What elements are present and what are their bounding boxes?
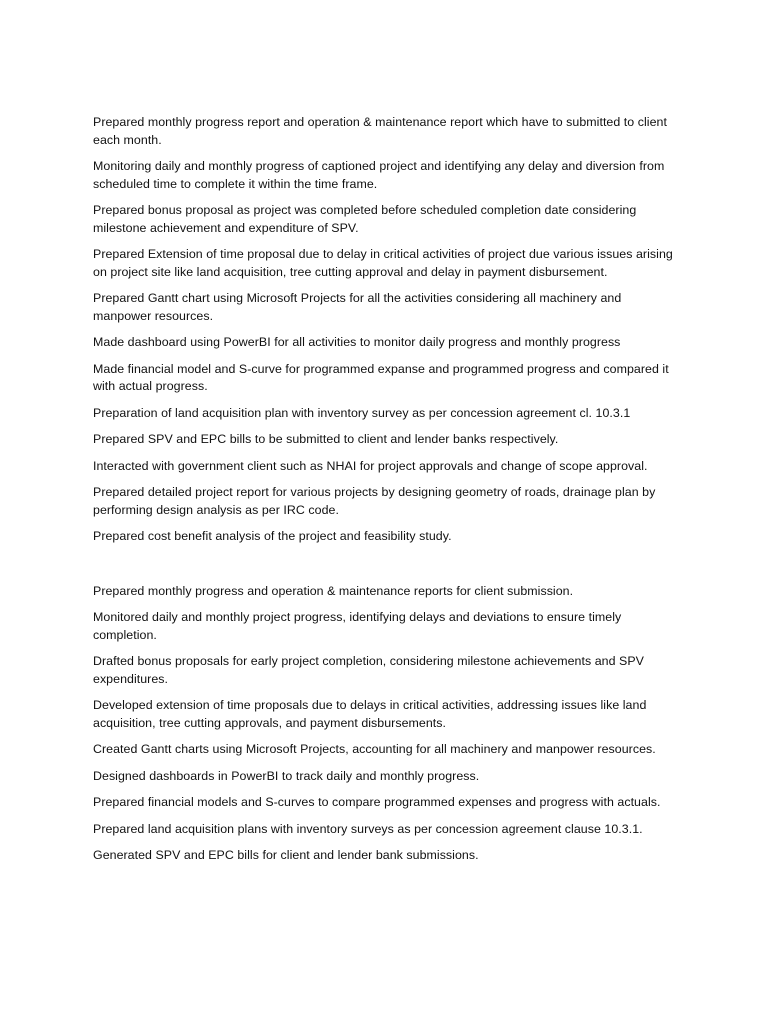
paragraph: Prepared Extension of time proposal due to delay in critical activities of project due various issues arising on project site like land acquisition, tree cutting approval and delay in payment disbursement. xyxy=(93,247,673,279)
paragraph: Prepared Gantt chart using Microsoft Projects for all the activities considering all machinery and manpower resources. xyxy=(93,291,622,323)
paragraph: Prepared cost benefit analysis of the project and feasibility study. xyxy=(93,529,452,543)
document-body xyxy=(93,114,683,874)
paragraph: Generated SPV and EPC bills for client and lender bank submissions. xyxy=(93,848,479,862)
paragraph: Designed dashboards in PowerBI to track daily and monthly progress. xyxy=(93,768,480,783)
paragraph: Monitoring daily and monthly progress of captioned project and identifying any delay and diversion from scheduled time to complete it within the time frame. xyxy=(93,159,665,191)
paragraph: Prepared financial models and S-curves to compare programmed expenses and progress with actuals. xyxy=(93,795,661,809)
paragraph: Made financial model and S-curve for programmed expanse and programmed progress and compared it with actual progress. xyxy=(93,361,669,393)
paragraph: Interacted with government client such as NHAI for project approvals and change of scope approval. xyxy=(93,458,648,473)
paragraph: Prepared bonus proposal as project was completed before scheduled completion date considering milestone achievement and expenditure of SPV. xyxy=(93,203,637,235)
paragraph: Created Gantt charts using Microsoft Projects, accounting for all machinery and manpower resources. xyxy=(93,742,656,756)
paragraph: Prepared detailed project report for various projects by designing geometry of roads, drainage plan by performing design analysis as per IRC code. xyxy=(93,485,656,517)
paragraph: Monitored daily and monthly project progress, identifying delays and deviations to ensure timely completion. xyxy=(93,610,622,642)
paragraph: Made dashboard using PowerBI for all activities to monitor daily progress and monthly progress xyxy=(93,335,621,349)
paragraph: Prepared land acquisition plans with inventory surveys as per concession agreement clause 10.3.1. xyxy=(93,821,643,836)
paragraph: Prepared monthly progress report and operation & maintenance report which have to submitted to client each month. xyxy=(93,115,667,147)
paragraph: Drafted bonus proposals for early project completion, considering milestone achievements and SPV expenditures. xyxy=(93,654,644,686)
paragraph: Prepared monthly progress and operation & maintenance reports for client submission. xyxy=(93,583,574,598)
paragraph: Preparation of land acquisition plan with inventory survey as per concession agreement cl. 10.3.1 xyxy=(93,405,631,420)
paragraph: Prepared SPV and EPC bills to be submitted to client and lender banks respectively. xyxy=(93,432,559,446)
paragraph: Developed extension of time proposals due to delays in critical activities, addressing issues like land acquisition, tree cutting approvals, and payment disbursements. xyxy=(93,698,647,730)
section-spacer xyxy=(93,555,683,583)
